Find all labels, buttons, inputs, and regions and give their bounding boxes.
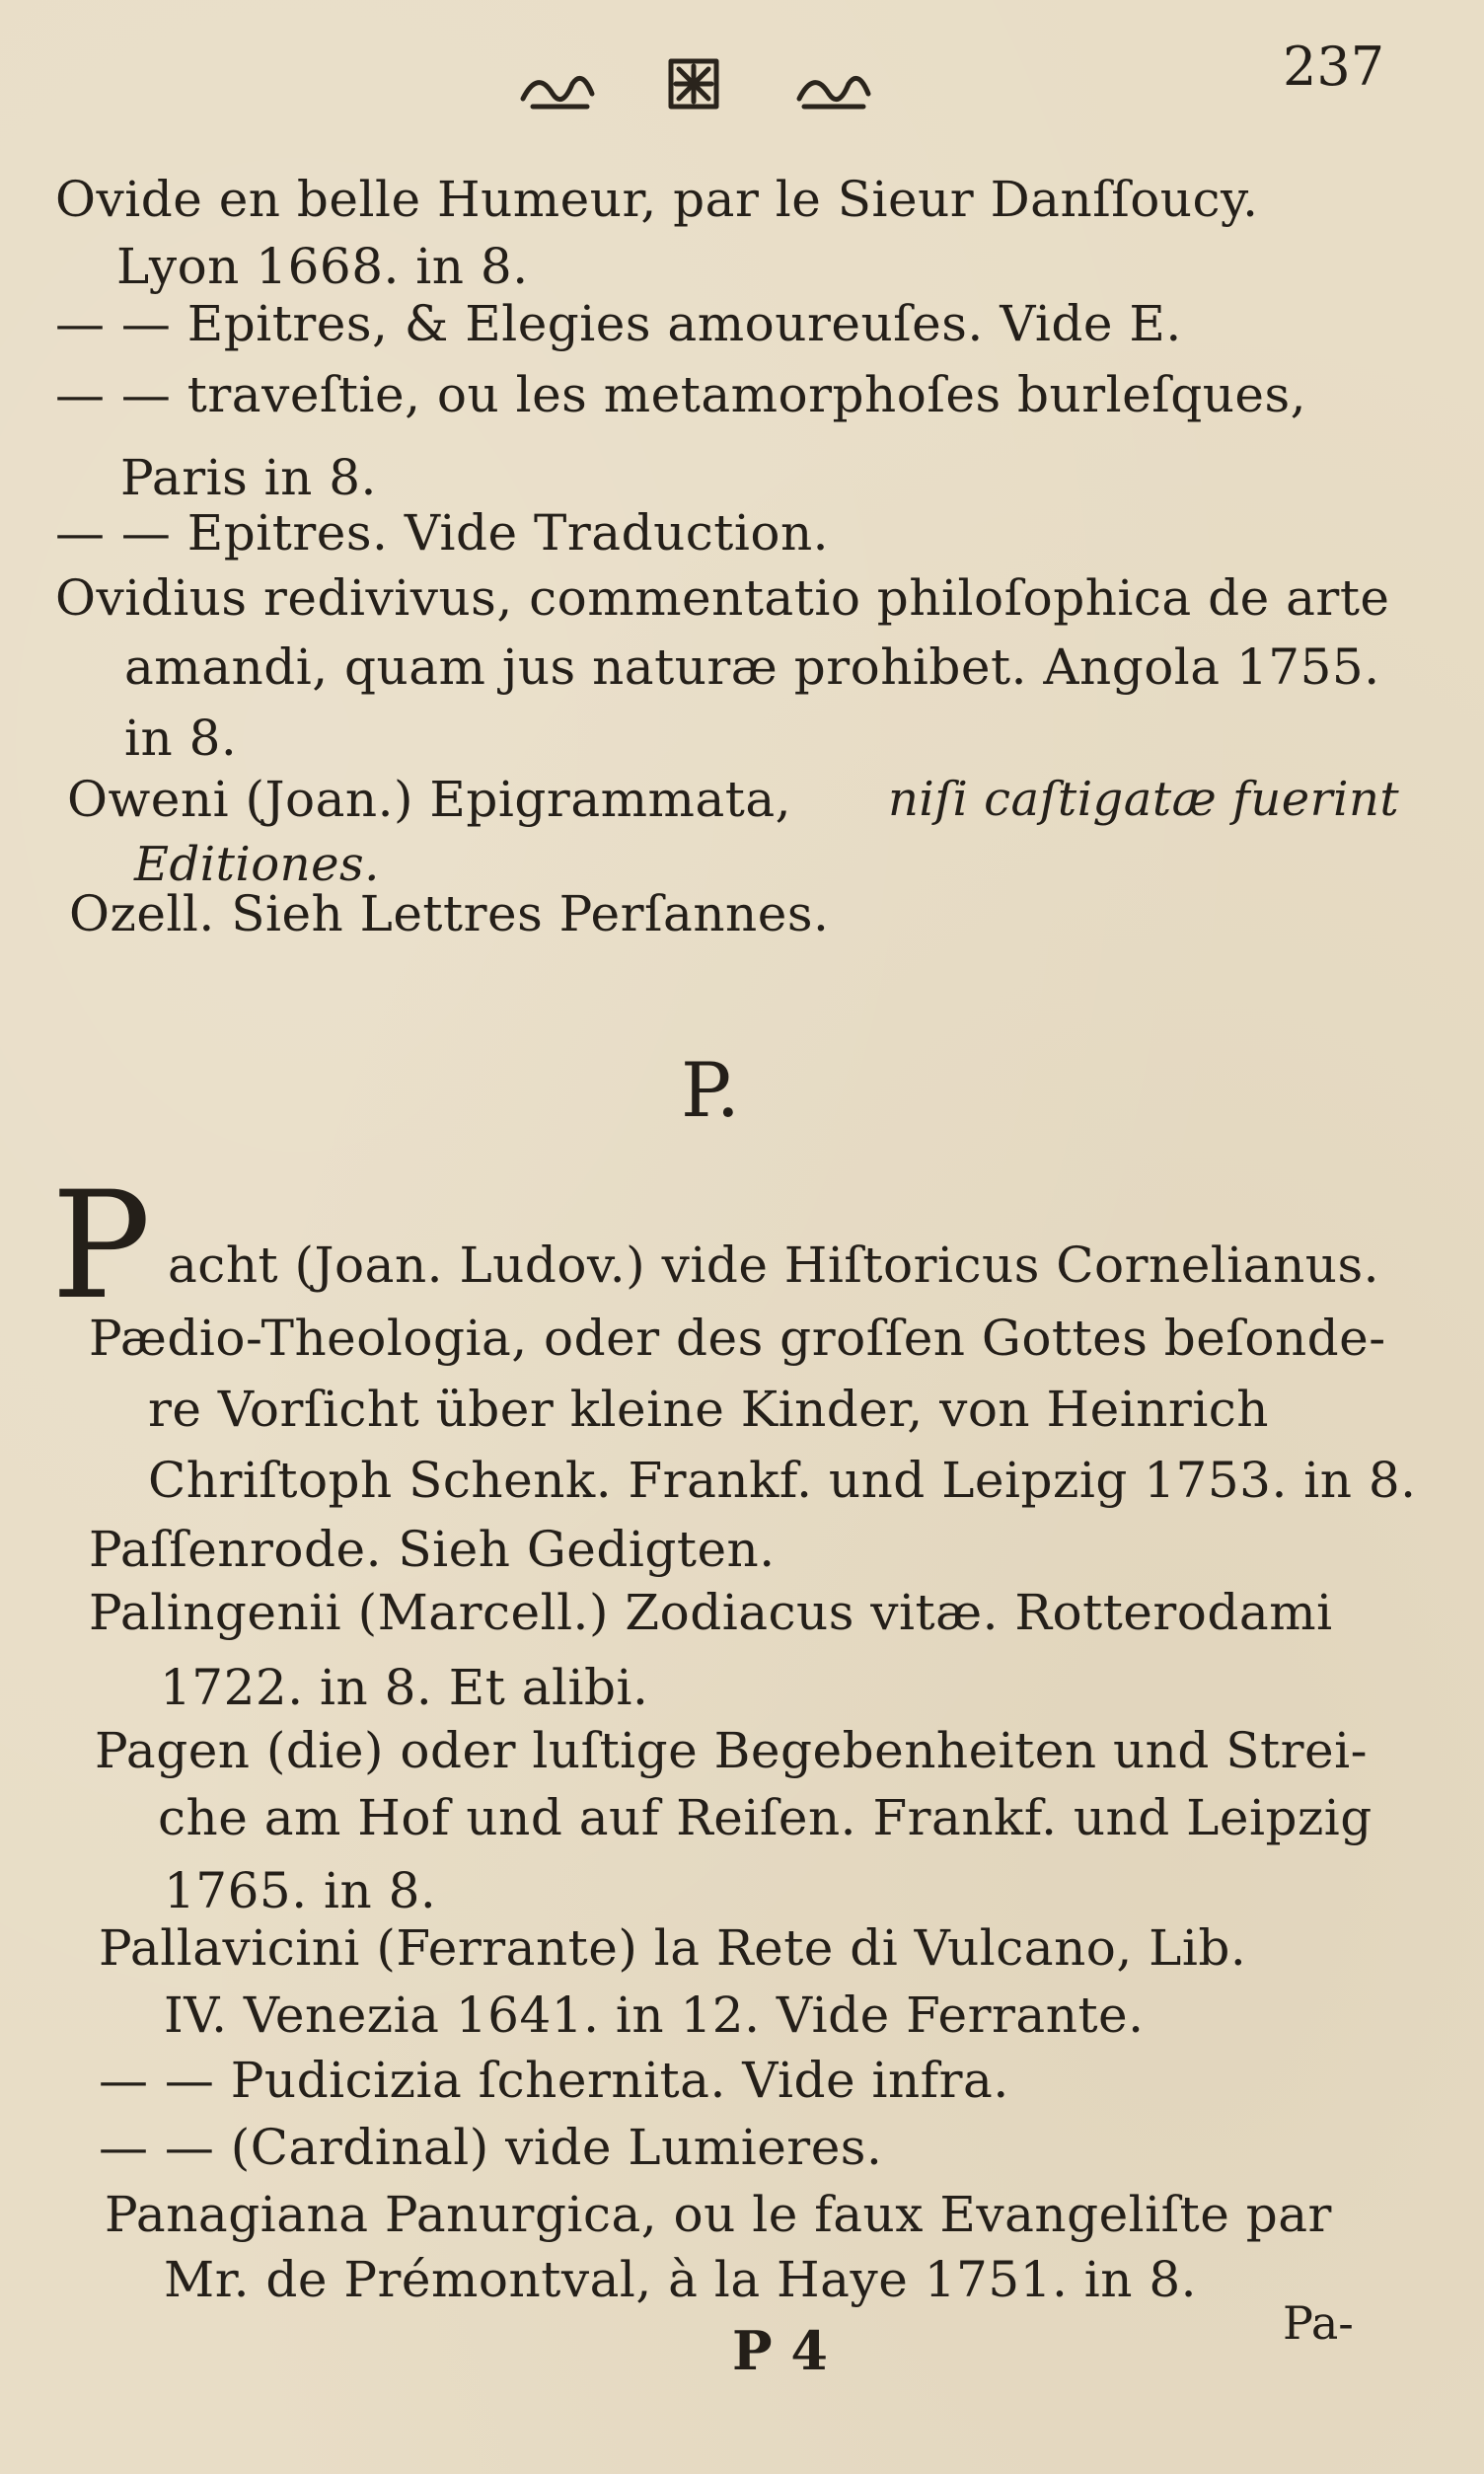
drop-cap: P — [51, 1161, 151, 1332]
entry-line: Chriſtoph Schenk. Frankf. und Leipzig 1753. in 8. — [148, 1452, 1417, 1509]
entry-line: Pædio-Theologia, oder des groſſen Gottes beſonde- — [89, 1310, 1386, 1367]
entry-line: acht (Joan. Ludov.) vide Hiſtoricus Cornelianus. — [168, 1237, 1380, 1294]
entry-line-italic: niſi caſtigatæ fuerint — [888, 772, 1400, 827]
entry-line: IV. Venezia 1641. in 12. Vide Ferrante. — [164, 1987, 1145, 2044]
entry-line: che am Hof und auf Reiſen. Frankf. und Leipzig — [158, 1789, 1373, 1846]
catchword: Pa- — [1283, 2296, 1354, 2350]
entry-line: — — Epitres, & Elegies amoureuſes. Vide E. — [55, 295, 1182, 352]
signature-mark: P 4 — [732, 2319, 828, 2382]
entry-line: Pagen (die) oder luſtige Begebenheiten und Strei- — [95, 1722, 1368, 1779]
entry-line: Palingenii (Marcell.) Zodiacus vitæ. Rotterodami — [89, 1584, 1333, 1641]
entry-line: Lyon 1668. in 8. — [116, 238, 529, 295]
entry-line: Ovidius redivivus, commentatio philoſophica de arte — [55, 569, 1390, 627]
entry-line: Ozell. Sieh Lettres Perſannes. — [69, 885, 830, 942]
entry-line: Mr. de Prémontval, à la Haye 1751. in 8. — [164, 2251, 1198, 2308]
entry-line: — — Pudicizia ſchernita. Vide infra. — [99, 2052, 1009, 2109]
entry-line: 1722. in 8. Et alibi. — [160, 1659, 649, 1716]
entry-line: — — (Cardinal) vide Lumieres. — [99, 2119, 883, 2176]
entry-line: — — Epitres. Vide Traduction. — [55, 504, 830, 562]
page-number: 237 — [1283, 36, 1385, 98]
header-ornament-icon — [513, 49, 878, 118]
entry-line: Paris in 8. — [120, 449, 377, 506]
entry-line: Ovide en belle Humeur, par le Sieur Danſſoucy. — [55, 171, 1259, 228]
section-heading-p: P. — [681, 1046, 740, 1134]
entry-line: 1765. in 8. — [164, 1862, 437, 1919]
entry-line: in 8. — [124, 710, 238, 767]
entry-line: Pallavicini (Ferrante) la Rete di Vulcano, Lib. — [99, 1919, 1247, 1977]
entry-line: — — traveſtie, ou les metamorphoſes burleſques, — [55, 366, 1307, 423]
entry-line: Paſſenrode. Sieh Gedigten. — [89, 1521, 776, 1578]
entry-line: Oweni (Joan.) Epigrammata, — [67, 771, 792, 828]
entry-line: Panagiana Panurgica, ou le faux Evangeliſte par — [105, 2186, 1332, 2243]
entry-line: re Vorſicht über kleine Kinder, von Heinrich — [148, 1381, 1270, 1438]
entry-line-italic: Editiones. — [134, 837, 380, 892]
entry-line: amandi, quam jus naturæ prohibet. Angola 1755. — [124, 638, 1380, 696]
